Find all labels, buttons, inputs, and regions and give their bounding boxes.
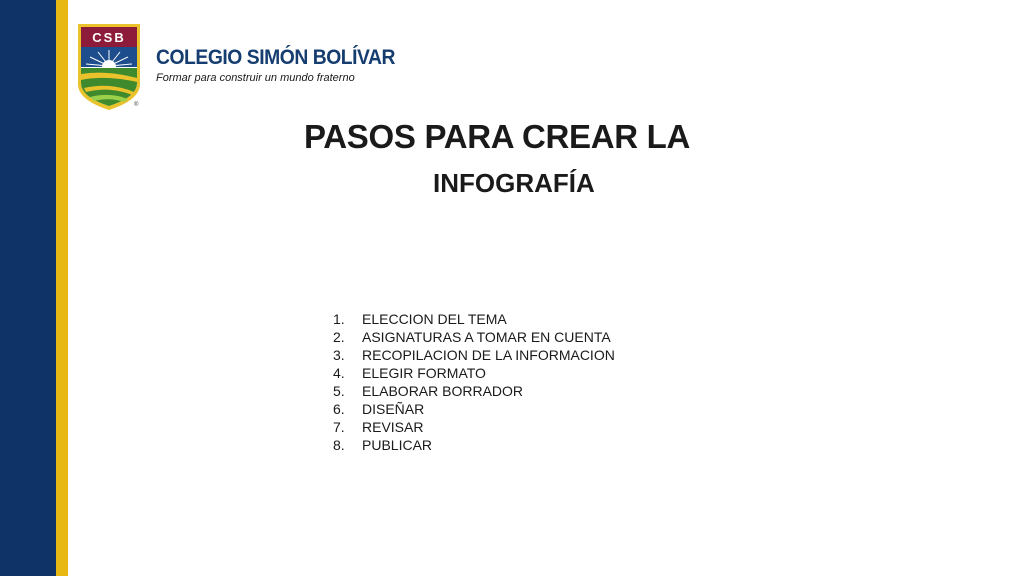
step-number: 4. (333, 365, 345, 381)
step-number: 3. (333, 347, 345, 363)
step-item (333, 400, 615, 418)
slide-title: PASOS PARA CREAR LA (304, 118, 691, 155)
sidebar-gold-stripe (56, 0, 68, 576)
step-number: 7. (333, 419, 345, 435)
steps-list (333, 310, 615, 454)
step-item (333, 382, 615, 400)
school-name: COLEGIO SIMÓN BOLÍVAR (156, 46, 396, 69)
registered-mark: ® (134, 102, 139, 108)
step-text: DISEÑAR (362, 401, 425, 417)
school-logo (76, 22, 416, 114)
step-text: ELECCION DEL TEMA (362, 311, 507, 327)
step-text: ELABORAR BORRADOR (362, 383, 524, 399)
sidebar-navy-stripe (0, 0, 56, 576)
step-number: 1. (333, 311, 345, 327)
crest-shield-icon (76, 22, 142, 112)
step-item (333, 418, 615, 436)
step-text: RECOPILACION DE LA INFORMACION (362, 347, 615, 363)
step-number: 6. (333, 401, 345, 417)
crest-text: CSB (92, 30, 126, 45)
step-text: PUBLICAR (362, 437, 433, 453)
step-number: 2. (333, 329, 345, 345)
step-item (333, 310, 615, 328)
school-slogan: Formar para construir un mundo fraterno (156, 72, 355, 84)
step-number: 5. (333, 383, 345, 399)
step-item (333, 364, 615, 382)
step-text: ELEGIR FORMATO (362, 365, 486, 381)
step-item (333, 328, 615, 346)
step-item (333, 436, 615, 454)
step-text: REVISAR (362, 419, 424, 435)
step-text: ASIGNATURAS A TOMAR EN CUENTA (362, 329, 611, 345)
slide-subtitle: INFOGRAFÍA (433, 168, 595, 198)
step-number: 8. (333, 437, 345, 453)
step-item (333, 346, 615, 364)
